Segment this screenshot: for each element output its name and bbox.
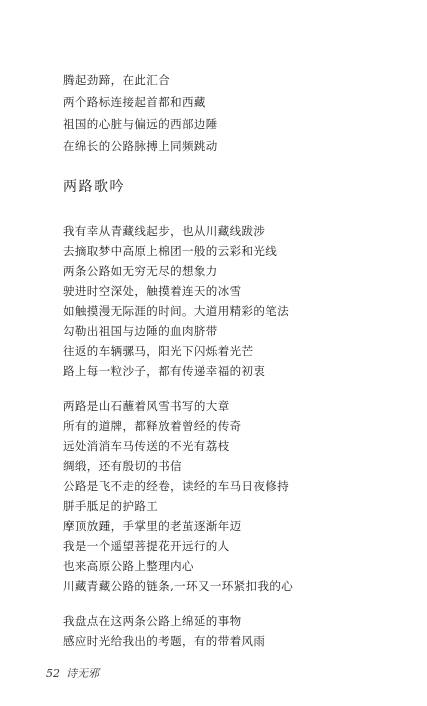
poem-line: 也来高原公路上整理内心 [63, 559, 194, 573]
publication-name: 诗无邪 [66, 667, 99, 680]
poem-line: 我盘点在这两条公路上绵延的事物 [63, 614, 242, 628]
poem-line: 两条公路如无穷无尽的想象力 [63, 264, 218, 278]
poem-line: 我有幸从青藏线起步，也从川藏线跋涉 [63, 224, 266, 238]
poem-line: 川藏青藏公路的链条,一环又一环紧扣我的心 [63, 579, 294, 593]
poem-line: 祖国的心脏与偏远的西部边陲 [63, 117, 218, 131]
poem-line: 腾起劲蹄，在此汇合 [63, 73, 171, 87]
poem-line: 两路是山石蘸着风雪书写的大章 [63, 399, 230, 413]
poem-line: 两个路标连接起首都和西藏 [63, 95, 206, 109]
poem-line: 胼手胝足的护路工 [63, 499, 159, 513]
poem-line: 所有的道牌，都释放着曾经的传奇 [63, 419, 242, 433]
page-footer [46, 667, 99, 681]
poem-line: 路上每一粒沙子，都有传递幸福的初衷 [63, 364, 266, 378]
poem-line: 公路是飞不走的经卷，读经的车马日夜修持 [63, 479, 290, 493]
poem-line: 去摘取梦中高原上棉团一般的云彩和光线 [63, 244, 278, 258]
poem-line: 远处消消车马传送的不光有荔枝 [63, 439, 230, 453]
poem-line: 摩顶放踵，手掌里的老茧逐渐年迈 [63, 519, 242, 533]
poem-line: 驶进时空深处，触摸着连天的冰雪 [63, 284, 242, 298]
poem-line: 勾勒出祖国与边陲的血肉脐带 [63, 324, 218, 338]
page-number: 52 [46, 667, 60, 680]
poem-line: 我是一个遥望菩提花开远行的人 [63, 539, 230, 553]
poem-line: 绸缎，还有殷切的书信 [63, 459, 182, 473]
poem-line: 往返的车辆骡马，阳光下闪烁着光芒 [63, 344, 254, 358]
poem-title: 两路歌吟 [63, 179, 125, 195]
poem-line: 在绵长的公路脉搏上同频跳动 [63, 139, 218, 153]
poem-line: 如触摸漫无际涯的时间。大道用精彩的笔法 [63, 304, 290, 318]
poem-line: 感应时光给我出的考题，有的带着风雨 [63, 634, 266, 648]
